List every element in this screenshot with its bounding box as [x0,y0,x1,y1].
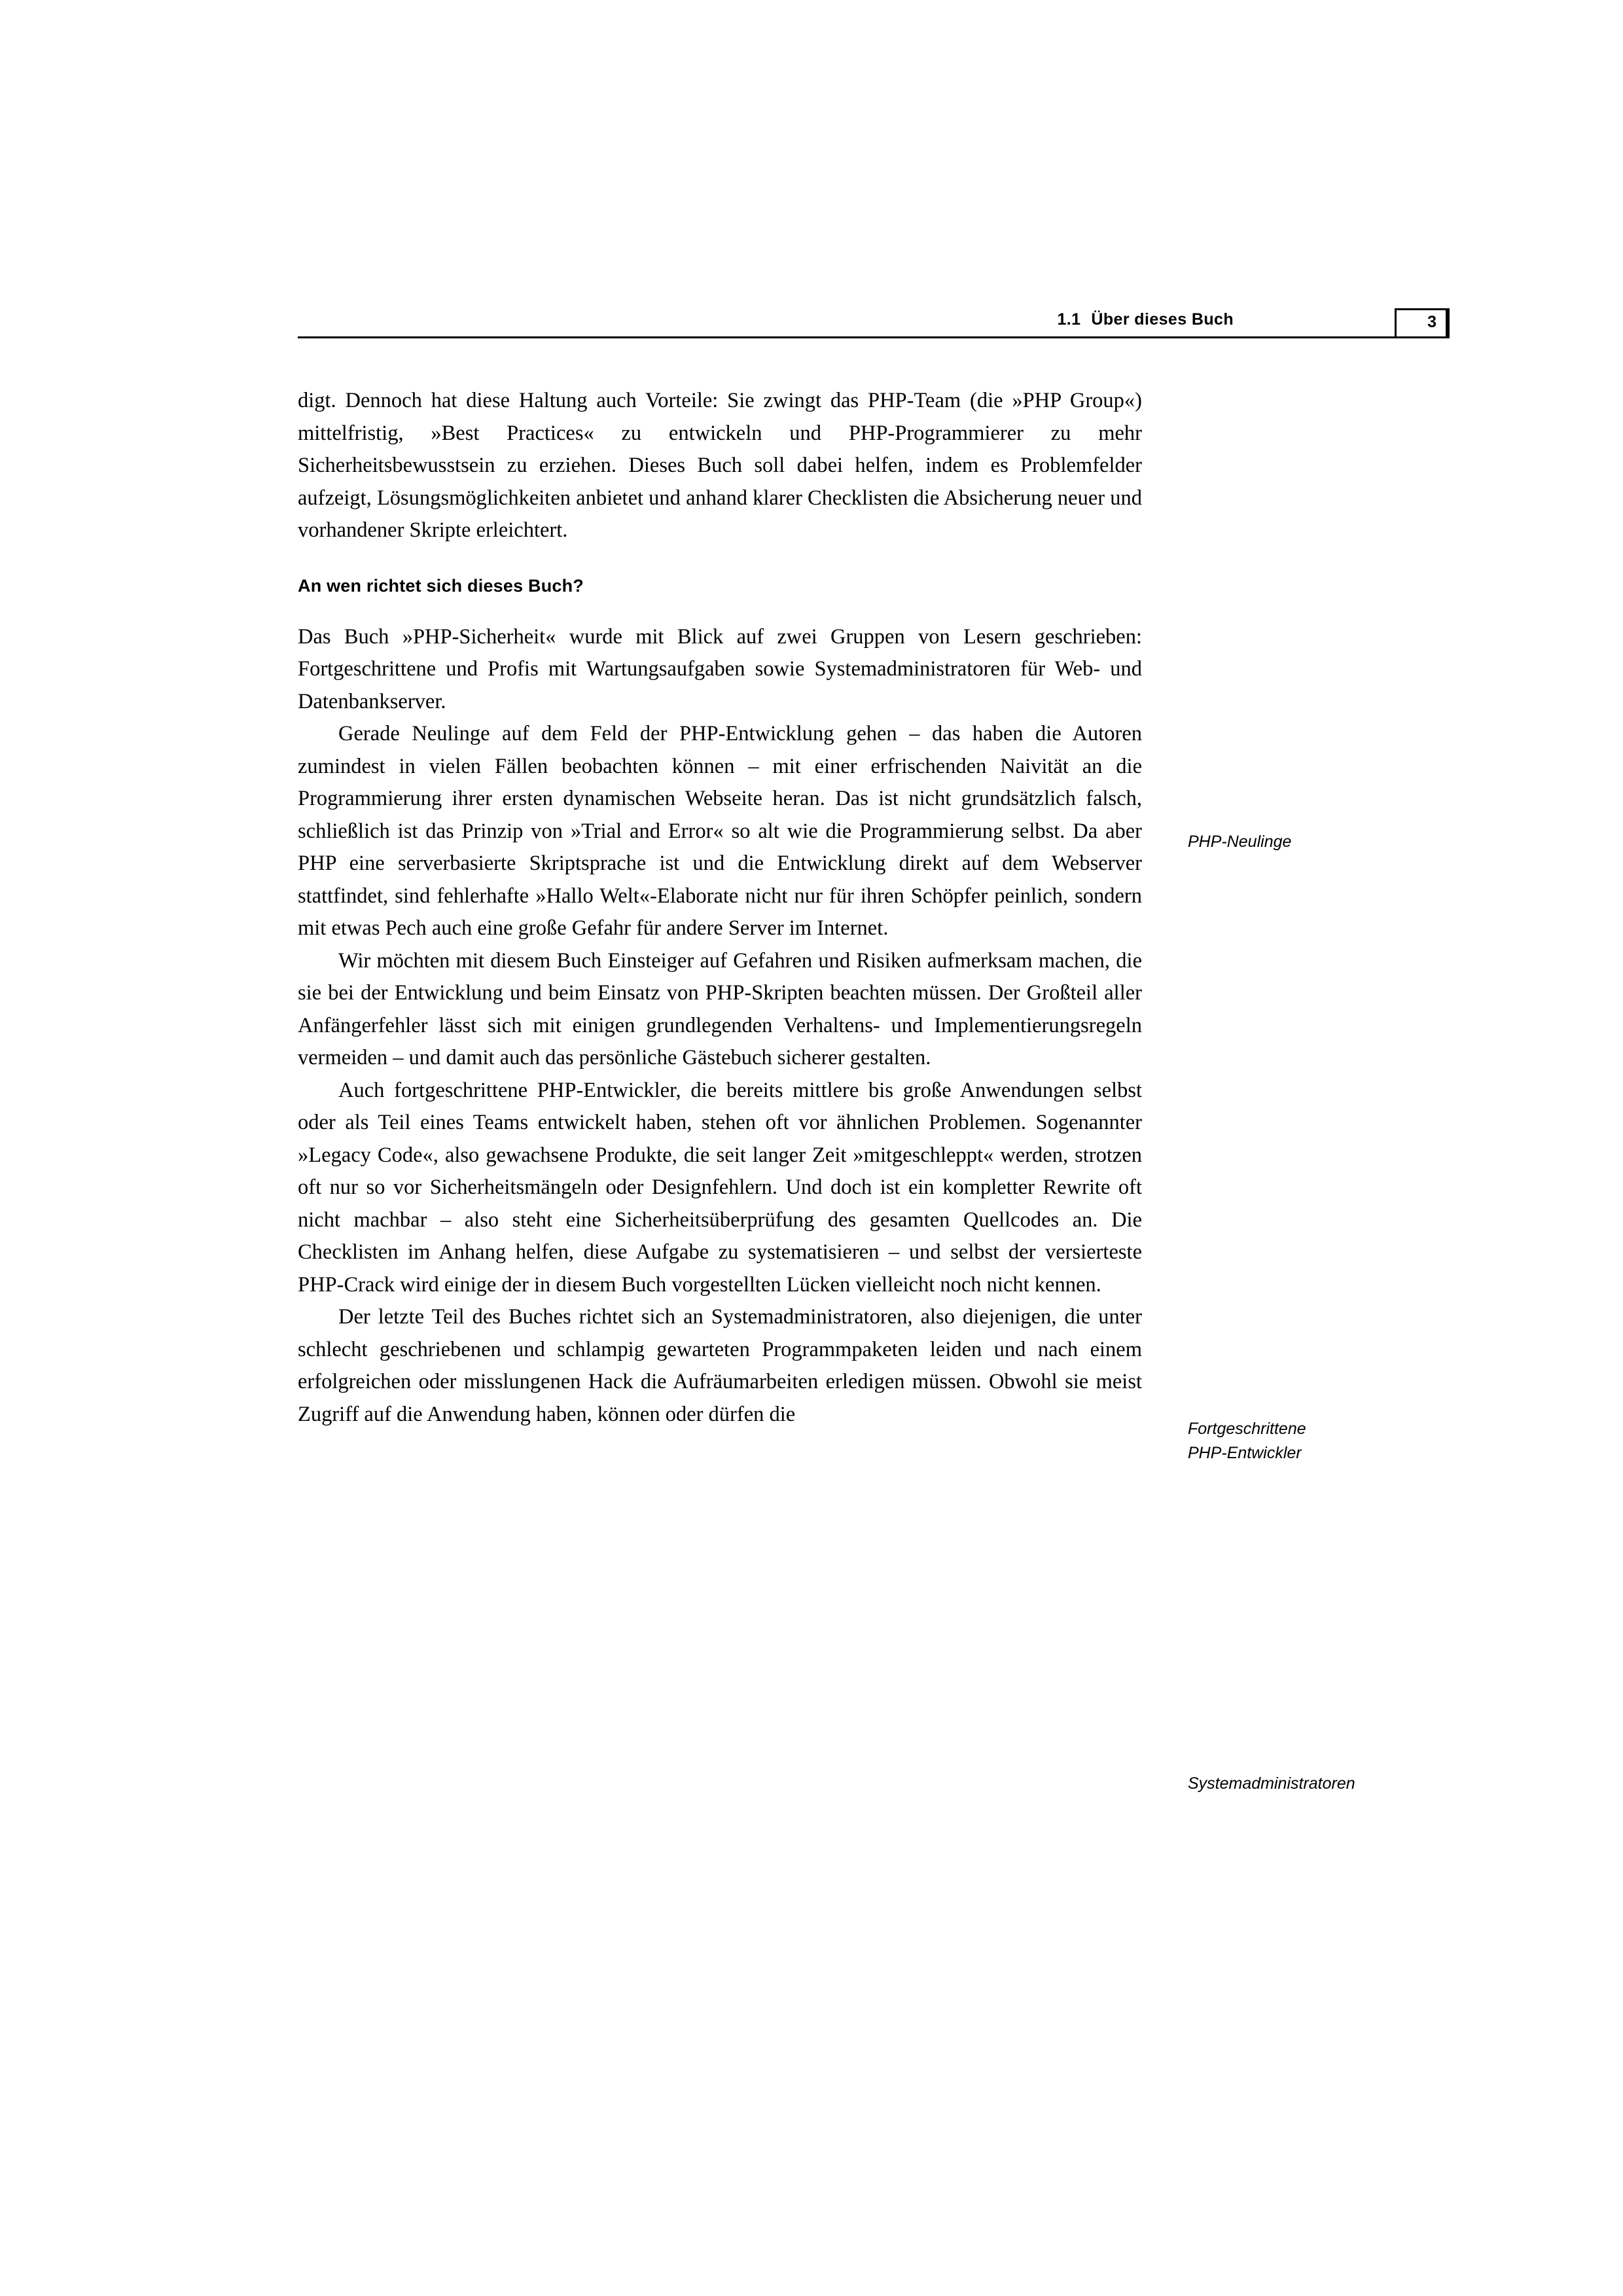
section-number: 1.1 [1057,310,1081,329]
spacer [298,547,1142,576]
page-number-box [1395,308,1450,338]
spacer [298,596,1142,621]
paragraph-6: Der letzte Teil des Buches richtet sich an Systemadministratoren, also diejenigen, die unter schlecht geschriebenen und schlampig gewarteten Programmpaketen leiden und nach einem erfolgreichen oder misslungenen Hack die Aufräumarbeiten erledigen müssen. Obwohl sie meist Zugriff auf die Anwendung haben, können oder dürfen die [298,1305,1142,1426]
running-head [298,304,1450,338]
paragraph-2: Das Buch »PHP-Sicherheit« wurde mit Blick auf zwei Gruppen von Lesern geschrieben: Fortgeschrittene und Profis mit Wartungsaufgaben sowie Systemadministratoren für Web- und Datenbankserver. [298,624,1142,713]
paragraph-4: Wir möchten mit diesem Buch Einsteiger auf Gefahren und Risiken aufmerksam machen, die sie bei der Entwicklung und beim Einsatz von PHP-Skripten beachten müssen. Der Großteil aller Anfängerfehler lässt sich mit einigen grundlegenden Verhaltens- und Implementierungsregeln vermeiden – und damit auch das persönliche Gästebuch sicherer gestalten. [298,948,1142,1069]
paragraph-5: Auch fortgeschrittene PHP-Entwickler, die bereits mittlere bis große Anwendungen selbst oder als Teil eines Teams entwickelt haben, stehen oft vor ähnlichen Problemen. Sogenannter »Legacy Code«, also gewachsene Produkte, die seit langer Zeit »mitgeschleppt« werden, strotzen oft nur so vor Sicherheitsmängeln oder Designfehlern. Und doch ist ein kompletter Rewrite oft nicht machbar – also steht eine Sicherheitsüberprüfung des gesamten Quellcodes an. Die Checklisten im Anhang helfen, diese Aufgabe zu systematisieren – und selbst der versierteste PHP-Crack wird einige der in diesem Buch vorgestellten Lücken vielleicht noch nicht kennen. [298,1078,1142,1297]
subheading: An wen richtet sich dieses Buch? [298,575,584,596]
section-title: Über dieses Buch [1091,310,1234,329]
margin-note-fortgeschrittene [1188,1417,1450,1465]
margin-note-systemadministratoren [1188,1772,1450,1796]
header-rule [298,336,1450,338]
paragraph-3: Gerade Neulinge auf dem Feld der PHP-Entwicklung gehen – das haben die Autoren zumindest in vielen Fällen beobachten können – mit einer erfrischenden Naivität an die Programmierung ihrer ersten dynamischen Webseite heran. Das ist nicht grundsätzlich falsch, schließlich ist das Prinzip von »Trial and Error« so alt wie die Programmierung selbst. Da aber PHP eine serverbasierte Skriptsprache ist und die Entwicklung direkt auf dem Webserver stattfindet, sind fehlerhafte »Hallo Welt«-Elaborate nicht nur für ihren Schöpfer peinlich, sondern mit etwas Pech auch eine große Gefahr für andere Server im Internet. [298,722,1142,940]
main-text-column [298,385,1142,1431]
margin-note-line: PHP-Neulinge [1188,833,1292,851]
margin-note-php-neulinge [1188,830,1450,854]
margin-note-line: Fortgeschrittene [1188,1420,1306,1438]
margin-note-line: Systemadministratoren [1188,1774,1355,1793]
page-number: 3 [1427,313,1436,331]
paragraph-1: digt. Dennoch hat diese Haltung auch Vorteile: Sie zwingt das PHP-Team (die »PHP Group«) mittelfristig, »Best Practices« zu entwickeln und PHP-Programmierer zu mehr Sicherheitsbewusstsein zu erziehen. Dieses Buch soll dabei helfen, indem es Problemfelder aufzeigt, Lösungsmöglichkeiten anbietet und anhand klarer Checklisten die Absicherung neuer und vorhandener Skripte erleichtert. [298,389,1142,542]
running-head-text [1057,310,1234,329]
margin-note-line: PHP-Entwickler [1188,1444,1302,1462]
